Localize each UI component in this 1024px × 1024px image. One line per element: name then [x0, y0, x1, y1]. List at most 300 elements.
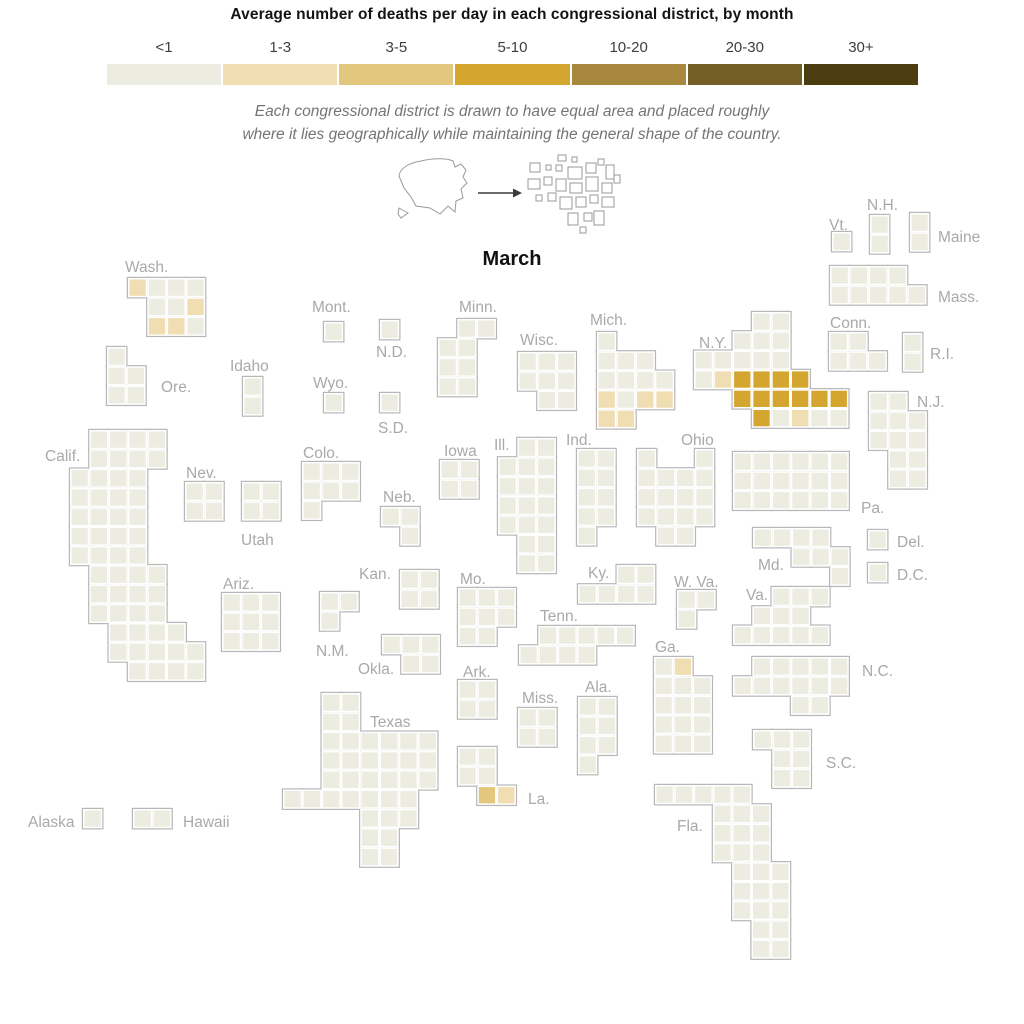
district-cell [656, 372, 672, 388]
district-cell [459, 378, 475, 394]
district-cell [558, 354, 574, 370]
district-cell [500, 517, 516, 533]
district-cell [793, 732, 809, 748]
district-cell [812, 473, 828, 489]
district-cell [323, 791, 339, 807]
district-cell [381, 830, 397, 846]
state-nj [868, 391, 945, 490]
district-cell [342, 483, 358, 499]
district-cell [637, 353, 653, 369]
district-cell [539, 710, 555, 726]
district-cell [262, 633, 278, 649]
district-cell [538, 459, 554, 475]
state-wyo [313, 375, 348, 414]
district-cell [149, 451, 165, 467]
district-cell [696, 470, 712, 486]
state-label-mass: Mass. [938, 289, 980, 306]
district-cell [598, 451, 614, 467]
district-cell [579, 489, 595, 505]
district-cell [871, 413, 887, 429]
state-label-mich: Mich. [590, 312, 628, 329]
district-cell [578, 647, 594, 663]
district-cell [792, 589, 808, 605]
district-cell [753, 825, 769, 841]
legend-label: 20-30 [725, 39, 764, 56]
state-fla [654, 784, 792, 960]
district-cell [129, 547, 145, 563]
district-cell [715, 371, 731, 387]
district-cell [519, 440, 535, 456]
state-label-dc: D.C. [897, 567, 928, 584]
district-cell [129, 470, 145, 486]
district-cell [129, 528, 145, 544]
state-ala [577, 679, 618, 775]
district-cell [540, 647, 556, 663]
district-cell [773, 352, 789, 368]
district-cell [909, 413, 925, 429]
district-cell [734, 352, 750, 368]
arrow-icon [478, 189, 522, 198]
district-cell [599, 586, 615, 602]
district-cell [773, 333, 789, 349]
district-cell [224, 633, 240, 649]
district-cell [154, 811, 170, 827]
state-nc [732, 656, 893, 716]
district-cell [793, 770, 809, 786]
district-cell [384, 637, 400, 653]
state-ore [106, 346, 191, 406]
district-cell [72, 547, 88, 563]
district-cell [149, 299, 165, 315]
district-cell [677, 508, 693, 524]
district-cell [110, 432, 126, 448]
state-nd [376, 319, 407, 361]
district-cell [382, 395, 398, 411]
district-cell [677, 528, 693, 544]
district-cell [637, 372, 653, 388]
district-cell [91, 489, 107, 505]
district-cell [442, 481, 458, 497]
district-cell [322, 594, 338, 610]
district-cell [754, 608, 770, 624]
district-cell [323, 483, 339, 499]
state-minn [437, 299, 497, 397]
district-cell [539, 373, 555, 389]
district-cell [110, 547, 126, 563]
district-cell [500, 459, 516, 475]
district-cell [872, 217, 888, 233]
district-cell [519, 555, 535, 571]
district-cell [912, 215, 928, 231]
district-cell [149, 644, 165, 660]
district-cell [323, 714, 339, 730]
district-cell [538, 497, 554, 513]
district-cell [618, 586, 634, 602]
district-cell [831, 473, 847, 489]
district-cell [479, 787, 495, 803]
district-cell [420, 733, 436, 749]
district-cell [187, 280, 203, 296]
district-cell [714, 825, 730, 841]
legend-label: 5-10 [497, 39, 528, 56]
state-label-la: La. [528, 791, 550, 808]
district-cell [734, 806, 750, 822]
district-cell [459, 321, 475, 337]
state-label-ala: Ala. [585, 679, 612, 696]
district-cell [559, 647, 575, 663]
district-cell [402, 591, 418, 607]
state-miss [517, 690, 558, 748]
district-cell [245, 398, 261, 414]
district-cell [675, 659, 691, 675]
state-label-miss: Miss. [522, 690, 559, 707]
state-label-ind: Ind. [566, 432, 592, 449]
legend-label: <1 [155, 39, 173, 56]
district-cell [675, 678, 691, 694]
state-label-wisc: Wisc. [520, 332, 558, 349]
state-label-wyo: Wyo. [313, 375, 349, 392]
district-cell [362, 810, 378, 826]
district-cell [224, 595, 240, 611]
district-cell [110, 567, 126, 583]
district-cell [734, 333, 750, 349]
district-cell [322, 613, 338, 629]
district-cell [128, 387, 144, 403]
district-cell [870, 287, 886, 303]
district-cell [694, 697, 710, 713]
district-cell [479, 749, 495, 765]
district-cell [362, 791, 378, 807]
district-cell [598, 508, 614, 524]
district-cell [811, 410, 827, 426]
district-cell [91, 509, 107, 525]
district-cell [832, 287, 848, 303]
district-cell [479, 628, 495, 644]
state-mich [590, 312, 675, 430]
district-cell [871, 394, 887, 410]
district-cell [909, 432, 925, 448]
district-cell [72, 528, 88, 544]
method-caption-line1: Each congressional district is drawn to have equal area and placed roughly [254, 103, 770, 120]
district-cell [831, 454, 847, 470]
state-ri [902, 332, 954, 373]
district-cell [753, 314, 769, 330]
district-cell [110, 625, 126, 641]
district-cell [129, 432, 145, 448]
district-cell [735, 678, 751, 694]
district-cell [129, 605, 145, 621]
district-cell [91, 547, 107, 563]
district-cell [224, 614, 240, 630]
district-cell [91, 528, 107, 544]
state-label-nev: Nev. [186, 465, 217, 482]
district-cell [498, 787, 514, 803]
district-cell [558, 392, 574, 408]
district-cell [774, 751, 790, 767]
district-cell [792, 678, 808, 694]
district-cell [656, 736, 672, 752]
district-cell [460, 682, 476, 698]
district-cell [772, 941, 788, 957]
district-cell [580, 586, 596, 602]
district-cell [206, 484, 222, 500]
district-cell [734, 371, 750, 387]
district-cell [498, 590, 514, 606]
district-cell [753, 941, 769, 957]
district-cell [460, 609, 476, 625]
district-cell [598, 489, 614, 505]
district-cell [714, 806, 730, 822]
month-title: March [482, 248, 542, 270]
state-nh [867, 197, 898, 255]
district-cell [773, 314, 789, 330]
page-title: Average number of deaths per day in each congressional district, by month [230, 6, 794, 23]
district-cell [658, 489, 674, 505]
district-cell [774, 770, 790, 786]
district-cell [772, 902, 788, 918]
state-ny [693, 311, 850, 429]
district-cell [773, 391, 789, 407]
transform-illustration [398, 155, 620, 233]
district-cell [772, 883, 788, 899]
district-cell [342, 772, 358, 788]
state-calif [45, 429, 206, 682]
district-cell [579, 470, 595, 486]
state-label-nh: N.H. [867, 197, 898, 214]
district-cell [599, 699, 615, 715]
district-cell [773, 410, 789, 426]
state-nm [316, 591, 360, 660]
district-cell [539, 729, 555, 745]
district-cell [168, 318, 184, 334]
district-cell [243, 633, 259, 649]
district-cell [753, 352, 769, 368]
district-cell [263, 503, 279, 519]
district-cell [420, 772, 436, 788]
district-cell [109, 387, 125, 403]
district-cell [772, 864, 788, 880]
district-cell [832, 549, 848, 565]
state-label-md: Md. [758, 557, 784, 574]
district-cell [381, 810, 397, 826]
district-cell [656, 716, 672, 732]
district-cell [460, 768, 476, 784]
district-cell [735, 627, 751, 643]
state-dc [867, 562, 928, 584]
state-label-ky: Ky. [588, 565, 610, 582]
district-cell [519, 517, 535, 533]
district-cell [774, 732, 790, 748]
district-cell [362, 752, 378, 768]
district-cell [91, 451, 107, 467]
district-cell [754, 492, 770, 508]
state-wva [674, 574, 719, 630]
district-cell [831, 659, 847, 675]
district-cell [754, 678, 770, 694]
district-cell [812, 549, 828, 565]
district-cell [599, 334, 615, 350]
district-cell [382, 322, 398, 338]
district-cell [500, 478, 516, 494]
district-cell [793, 549, 809, 565]
district-cell [129, 567, 145, 583]
district-cell [381, 772, 397, 788]
district-cell [520, 354, 536, 370]
district-cell [812, 530, 828, 546]
district-cell [91, 567, 107, 583]
district-cell [381, 752, 397, 768]
state-del [867, 529, 925, 551]
district-cell [422, 656, 438, 672]
state-label-alaska: Alaska [28, 814, 75, 831]
district-cell [714, 787, 730, 803]
district-cell [479, 609, 495, 625]
district-cell [773, 627, 789, 643]
district-cell [72, 470, 88, 486]
district-cell [869, 353, 885, 369]
district-cell [639, 489, 655, 505]
district-cell [694, 716, 710, 732]
district-cell [850, 334, 866, 350]
district-cell [909, 287, 925, 303]
district-cell [909, 451, 925, 467]
state-label-ny: N.Y. [699, 335, 728, 352]
method-caption-line2: where it lies geographically while maintaining the general shape of the country. [242, 125, 782, 143]
district-cell [599, 353, 615, 369]
district-cell [422, 637, 438, 653]
district-cell [679, 592, 695, 608]
district-cell [618, 353, 634, 369]
district-cell [168, 625, 184, 641]
district-cell [460, 749, 476, 765]
state-label-minn: Minn. [459, 299, 497, 316]
district-cell [460, 628, 476, 644]
district-cell [792, 454, 808, 470]
state-label-nd: N.D. [376, 344, 407, 361]
district-cell [519, 459, 535, 475]
district-cell [461, 462, 477, 478]
district-cell [579, 451, 595, 467]
district-cell [149, 663, 165, 679]
district-cell [598, 470, 614, 486]
district-cell [831, 353, 847, 369]
district-cell [773, 492, 789, 508]
state-label-colo: Colo. [303, 445, 340, 462]
district-cell [832, 568, 848, 584]
district-cell [519, 497, 535, 513]
state-label-ga: Ga. [655, 639, 680, 656]
state-label-sc: S.C. [826, 755, 857, 772]
district-cell [658, 508, 674, 524]
district-cell [694, 678, 710, 694]
district-cell [262, 595, 278, 611]
district-cell [187, 484, 203, 500]
district-cell [812, 589, 828, 605]
district-cell [753, 410, 769, 426]
district-cell [400, 791, 416, 807]
state-alaska [28, 808, 104, 831]
district-cell [618, 391, 634, 407]
district-cell [110, 509, 126, 525]
district-cell [440, 359, 456, 375]
district-cell [459, 359, 475, 375]
legend-label: 10-20 [609, 39, 648, 56]
district-cell [714, 844, 730, 860]
district-cell [323, 752, 339, 768]
district-cell [326, 395, 342, 411]
district-cell [617, 628, 633, 644]
state-label-conn: Conn. [830, 315, 872, 332]
district-cell [696, 371, 712, 387]
state-label-wva: W. Va. [674, 574, 719, 591]
district-cell [905, 354, 921, 370]
district-cell [109, 368, 125, 384]
district-cell [520, 373, 536, 389]
district-cell [735, 454, 751, 470]
district-cell [811, 391, 827, 407]
district-cell [263, 484, 279, 500]
district-cell [734, 844, 750, 860]
district-cell [599, 718, 615, 734]
district-cell [755, 530, 771, 546]
district-cell [793, 530, 809, 546]
district-cell [735, 473, 751, 489]
state-label-sd: S.D. [378, 420, 409, 437]
state-hawaii [132, 808, 230, 831]
district-cell [639, 451, 655, 467]
district-cell [637, 586, 653, 602]
district-cell [538, 440, 554, 456]
district-cell [442, 462, 458, 478]
district-cell [580, 699, 596, 715]
state-idaho [230, 358, 269, 417]
district-cell [773, 454, 789, 470]
state-ark [457, 664, 498, 720]
district-cell [675, 736, 691, 752]
district-cell [774, 530, 790, 546]
district-cell [129, 625, 145, 641]
district-cell [559, 628, 575, 644]
district-cell [478, 321, 494, 337]
district-cell [149, 625, 165, 641]
district-cell [421, 591, 437, 607]
district-cell [243, 614, 259, 630]
state-ariz [221, 576, 281, 652]
state-colo [301, 445, 361, 521]
district-cell [135, 811, 151, 827]
district-cell [755, 732, 771, 748]
district-cell [677, 489, 693, 505]
district-cell [85, 811, 101, 827]
district-cell [734, 864, 750, 880]
district-cell [831, 492, 847, 508]
district-cell [656, 659, 672, 675]
state-sd [378, 392, 408, 437]
district-cell [110, 605, 126, 621]
district-cell [656, 391, 672, 407]
state-label-fla: Fla. [677, 818, 703, 835]
district-cell [323, 772, 339, 788]
district-cell [792, 371, 808, 387]
district-cell [206, 503, 222, 519]
district-cell [304, 791, 320, 807]
district-cell [460, 701, 476, 717]
district-cell [129, 451, 145, 467]
district-cell [754, 473, 770, 489]
district-cell [580, 737, 596, 753]
district-cell [460, 590, 476, 606]
district-cell [130, 280, 146, 296]
